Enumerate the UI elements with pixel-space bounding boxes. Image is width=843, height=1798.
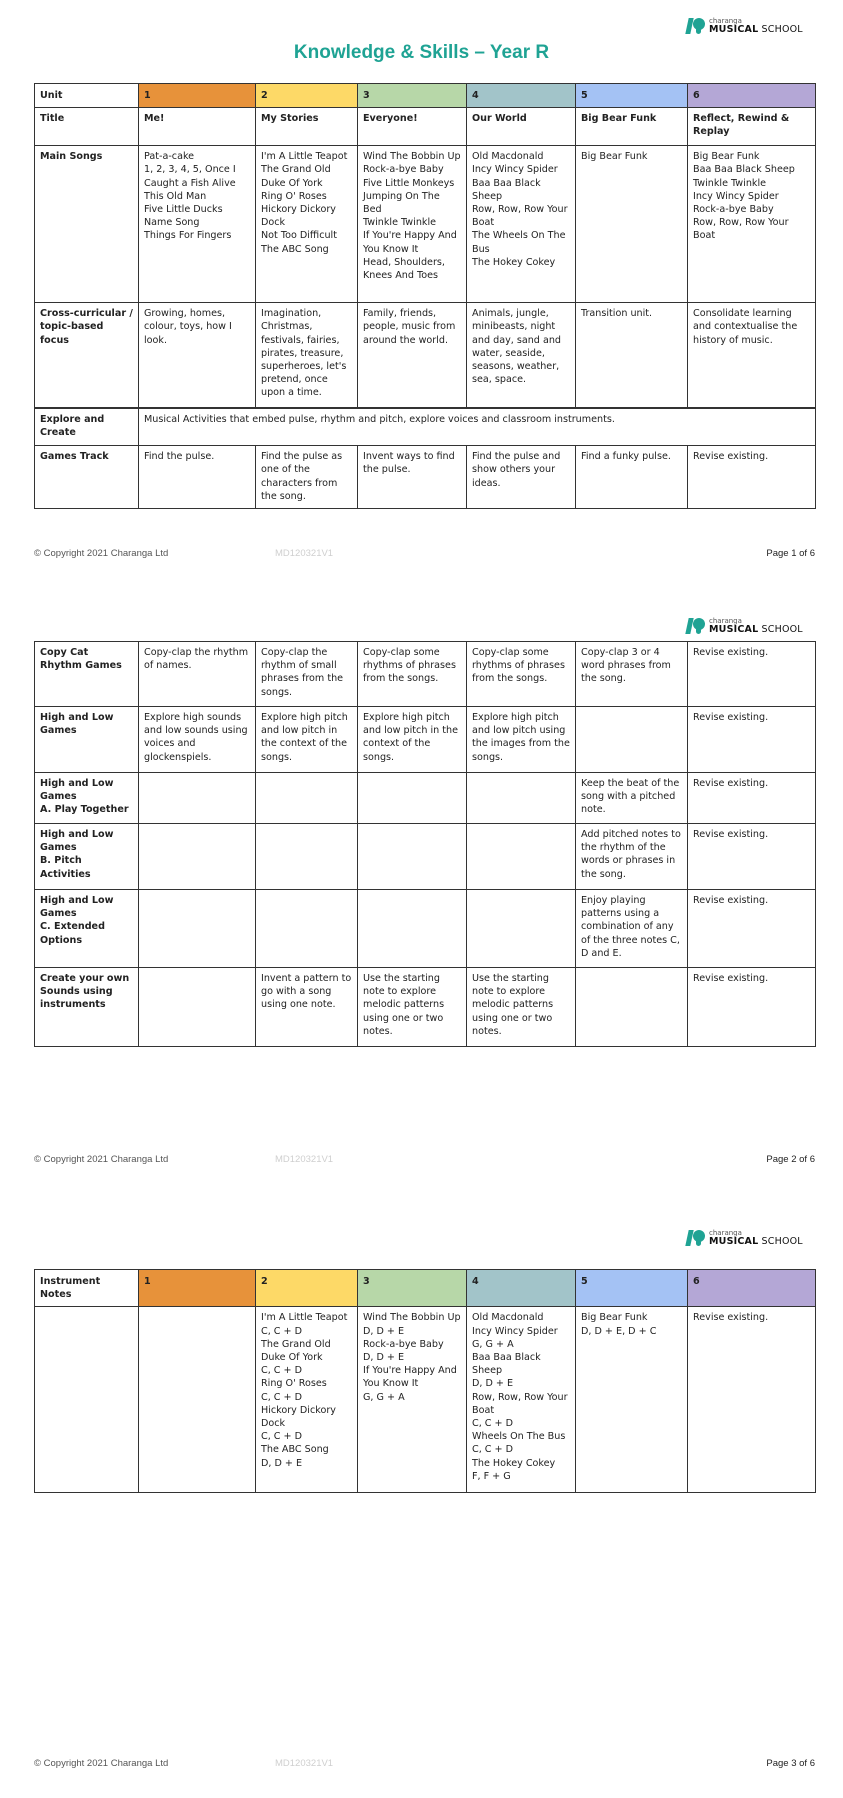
unit-header-row [35, 84, 816, 108]
cell-line: The ABC Song [261, 243, 329, 255]
cell [139, 146, 256, 303]
cell-line: Revise existing. [693, 973, 769, 984]
document-code: MD120321V1 [275, 1154, 334, 1165]
table-row-high-low [35, 707, 816, 773]
row-label [35, 773, 139, 824]
cell [576, 707, 688, 773]
cell [256, 824, 358, 890]
cell-line: High and Low Games [40, 895, 114, 920]
page-number: Page 3 of 6 [766, 1758, 815, 1769]
cell-line: Revise existing. [693, 829, 769, 840]
table-row-high-low-play-together [35, 773, 816, 824]
cell-line: Wind The Bobbin Up [363, 1312, 461, 1324]
table-row-copy-cat [35, 642, 816, 707]
charanga-logo [686, 1228, 803, 1248]
cell [467, 446, 576, 509]
instrument-notes-table [34, 1269, 816, 1493]
cell-line: Explore high pitch and low pitch using the images from the songs. [472, 712, 570, 763]
cell-line: The Grand Old Duke Of York [261, 164, 331, 189]
cell [139, 773, 256, 824]
cell [576, 146, 688, 303]
cell-line: The Hokey Cokey [472, 256, 556, 268]
cell-line: Hickory Dickory Dock [261, 1404, 336, 1430]
cell-line: Wind The Bobbin Up [363, 151, 461, 163]
cell [576, 303, 688, 408]
cell [467, 890, 576, 968]
cell [688, 968, 816, 1047]
logo-bold-text: MUSICAL [709, 1235, 759, 1247]
cell [576, 968, 688, 1047]
cell-line: Family, friends, people, music from around the world. [363, 308, 456, 346]
cell-line: Invent a pattern to go with a song using one note. [261, 973, 352, 1011]
cell-line: 1, 2, 3, 4, 5, Once I Caught a Fish Alive [144, 164, 236, 189]
cell [358, 773, 467, 824]
cell-line: C, C + D [472, 1444, 514, 1456]
cell-line: Consolidate learning and contextualise the history of music. [693, 308, 798, 346]
knowledge-skills-table-page-2 [34, 641, 816, 1047]
cell [688, 303, 816, 408]
cell [688, 707, 816, 773]
cell [256, 446, 358, 509]
cell-line: The ABC Song [261, 1444, 329, 1456]
cell-line: Invent ways to find the pulse. [363, 451, 455, 476]
cell-line: Explore high pitch and low pitch in the context of the songs. [363, 712, 458, 763]
cell [576, 824, 688, 890]
cell [688, 1307, 816, 1493]
cell-line: C. Extended Options [40, 921, 105, 946]
cell-line: Copy-clap 3 or 4 word phrases from the song. [581, 647, 671, 685]
cell: Me! [139, 108, 256, 146]
header-unit-2: 2 [256, 1270, 358, 1307]
row-label [35, 824, 139, 890]
cell-line: D, D + E, D + C [581, 1325, 657, 1337]
cell-line: Explore high pitch and low pitch in the context of the songs. [261, 712, 348, 763]
table-row-title [35, 108, 816, 146]
cell-line: Big Bear Funk [693, 151, 760, 163]
cell-line: If You're Happy And You Know It [363, 230, 457, 255]
table-row-instrument-notes [35, 1307, 816, 1493]
page-title: Knowledge & Skills – Year R [293, 42, 550, 63]
cell-line: Baa Baa Black Sheep [693, 164, 795, 176]
cell-line: Revise existing. [693, 895, 769, 906]
cell [576, 773, 688, 824]
cell-line: Copy-clap the rhythm of names. [144, 647, 249, 672]
logo-rest-text: SCHOOL [758, 623, 803, 635]
cell [358, 707, 467, 773]
cell-line: If You're Happy And You Know It [363, 1365, 457, 1390]
table-row-high-low-extended [35, 890, 816, 968]
cell [688, 824, 816, 890]
cell-line: A. Play Together [40, 804, 129, 816]
cell-line: F, F + G [472, 1470, 511, 1482]
header-unit-6: 6 [688, 1270, 816, 1307]
cell [139, 303, 256, 408]
cell-line: Head, Shoulders, Knees And Toes [363, 256, 445, 282]
logo-bold-text: MUSICAL [709, 623, 759, 635]
header-unit-1: 1 [139, 1270, 256, 1307]
charanga-logo [686, 16, 803, 36]
cell-line: Five Little Ducks [144, 204, 223, 216]
cell [576, 642, 688, 707]
logo-rest-text: SCHOOL [758, 23, 803, 35]
cell-line: Row, Row, Row Your Boat [472, 1391, 568, 1416]
cell [139, 707, 256, 773]
cell-line: High and Low Games [40, 829, 114, 854]
copyright-text: © Copyright 2021 Charanga Ltd [34, 548, 169, 559]
cell-line: The Grand Old Duke Of York [261, 1338, 331, 1364]
row-label [35, 1307, 139, 1493]
cell [467, 146, 576, 303]
instrument-notes-header-row [35, 1270, 816, 1307]
cell-line: Transition unit. [581, 308, 653, 320]
cell-line: Animals, jungle, minibeasts, night and day, sand and water, seaside, seasons, weather, sea, space. [472, 308, 561, 386]
cell [256, 642, 358, 707]
cell-line: Rock-a-bye Baby [363, 164, 444, 176]
cell [139, 446, 256, 509]
cell [576, 446, 688, 509]
cell [139, 968, 256, 1047]
charanga-logo-icon [686, 616, 706, 636]
explore-create-text: Musical Activities that embed pulse, rhythm and pitch, explore voices and classroom instruments. [139, 408, 816, 446]
header-unit-label: Unit [35, 84, 139, 108]
cell [576, 1307, 688, 1493]
cell-line: Explore high sounds and low sounds using voices and glockenspiels. [144, 712, 248, 763]
cell-line: Jumping On The Bed [363, 190, 440, 216]
cell [139, 824, 256, 890]
cell [358, 146, 467, 303]
logo-rest-text: SCHOOL [758, 1235, 803, 1247]
cell-line: C, C + D [472, 1418, 514, 1430]
cell-line: C, C + D [261, 1365, 303, 1377]
row-label: High and Low Games [35, 707, 139, 773]
row-label [35, 968, 139, 1047]
cell-line: Hickory Dickory Dock [261, 204, 336, 229]
logo-bold-text: MUSICAL [709, 23, 759, 35]
cell-line: Twinkle Twinkle [363, 217, 437, 229]
cell-line: Row, Row, Row Your Boat [472, 204, 568, 229]
table-row-games-track [35, 446, 816, 509]
cell-line: Revise existing. [693, 647, 769, 658]
cell-line: Imagination, Christmas, festivals, fairies, pirates, treasure, superheroes, let's pretend, once upon a time. [261, 308, 347, 399]
cell-line: Keep the beat of the song with a pitched note. [581, 778, 680, 816]
cell-line: Big Bear Funk [581, 1312, 648, 1324]
charanga-logo-icon [686, 16, 706, 36]
cell-line: B. Pitch Activities [40, 855, 91, 880]
charanga-logo-icon [686, 1228, 706, 1248]
knowledge-skills-table-page-1 [34, 83, 816, 509]
logo-small-text: charanga [709, 16, 742, 25]
cell-line: D, D + E [261, 1457, 303, 1469]
cell-line: D, D + E [363, 1352, 405, 1364]
cell-line: C, C + D [261, 1391, 303, 1403]
cell-line: D, D + E [472, 1378, 514, 1390]
copyright-text: © Copyright 2021 Charanga Ltd [34, 1154, 169, 1165]
cell-line: Add pitched notes to the rhythm of the words or phrases in the song. [581, 829, 681, 880]
cell: Our World [467, 108, 576, 146]
cell [256, 968, 358, 1047]
header-instrument-notes-label: Instrument Notes [35, 1270, 139, 1307]
cell [256, 146, 358, 303]
cell-line: G, G + A [363, 1391, 405, 1403]
cell [358, 642, 467, 707]
table-row-main-songs [35, 146, 816, 303]
cell-line: I'm A Little Teapot [261, 151, 348, 163]
cell-line: I'm A Little Teapot [261, 1312, 348, 1324]
cell-line: Revise existing. [693, 712, 769, 723]
cell-line: The Wheels On The Bus [472, 230, 566, 255]
cell-line: Copy-clap the rhythm of small phrases from the songs. [261, 647, 344, 698]
cell [139, 642, 256, 707]
cell-line: Ring O' Roses [261, 190, 327, 202]
cell [358, 890, 467, 968]
cell [467, 642, 576, 707]
cell-line: Row, Row, Row Your Boat [693, 217, 789, 242]
cell-line: Twinkle Twinkle [693, 177, 767, 189]
cell-line: Enjoy playing patterns using a combination of any of the three notes C, D and E. [581, 895, 680, 959]
cell-line: Incy Wincy Spider [693, 190, 779, 202]
table-row-high-low-pitch-activities [35, 824, 816, 890]
row-label [35, 890, 139, 968]
cell [467, 824, 576, 890]
cell-line: C, C + D [261, 1431, 303, 1443]
header-unit-3: 3 [358, 1270, 467, 1307]
row-label: Title [35, 108, 139, 146]
cell-line: Use the starting note to explore melodic patterns using one or two notes. [472, 973, 554, 1037]
cell-line: Copy-clap some rhythms of phrases from the songs. [363, 647, 456, 685]
cell [256, 303, 358, 408]
cell-line: Pat-a-cake [144, 151, 195, 163]
cell [256, 890, 358, 968]
cell-line: Baa Baa Black Sheep [472, 1352, 541, 1377]
page-number: Page 1 of 6 [766, 548, 815, 559]
cell [688, 446, 816, 509]
cell-line: Revise existing. [693, 1312, 769, 1324]
header-unit-5: 5 [576, 84, 688, 108]
cell-line: Old Macdonald [472, 151, 544, 163]
cell-line: Copy-clap some rhythms of phrases from the songs. [472, 647, 565, 685]
cell [139, 1307, 256, 1493]
cell-line: Incy Wincy Spider [472, 164, 558, 176]
cell [358, 446, 467, 509]
cell-line: G, G + A [472, 1338, 514, 1350]
cell-line: Growing, homes, colour, toys, how I look. [144, 308, 232, 346]
cell-line: Five Little Monkeys [363, 177, 455, 189]
cell [139, 890, 256, 968]
cell-line: Baa Baa Black Sheep [472, 177, 541, 202]
cell [256, 773, 358, 824]
page-number: Page 2 of 6 [766, 1154, 815, 1165]
cell [467, 773, 576, 824]
cell-line: Things For Fingers [144, 230, 232, 242]
header-unit-1: 1 [139, 84, 256, 108]
cell-line: Name Song [144, 217, 200, 229]
cell-line: Find a funky pulse. [581, 451, 671, 463]
cell-line: D, D + E [363, 1325, 405, 1337]
table-row-cross-curricular [35, 303, 816, 408]
cell [576, 890, 688, 968]
cell [688, 642, 816, 707]
cell-line: Incy Wincy Spider [472, 1325, 558, 1337]
row-label: Cross-curricular / topic-based focus [35, 303, 139, 408]
cell: Big Bear Funk [576, 108, 688, 146]
cell: Reflect, Rewind & Replay [688, 108, 816, 146]
cell-line: High and Low Games [40, 778, 114, 803]
cell-line: Not Too Difficult [261, 230, 337, 242]
cell-line: Ring O' Roses [261, 1378, 327, 1390]
cell [358, 968, 467, 1047]
cell [358, 824, 467, 890]
cell-line: Revise existing. [693, 451, 769, 463]
cell [358, 1307, 467, 1493]
header-unit-5: 5 [576, 1270, 688, 1307]
cell-line: Find the pulse and show others your ideas. [472, 451, 561, 489]
row-label: Copy Cat Rhythm Games [35, 642, 139, 707]
cell [256, 707, 358, 773]
cell-line: Use the starting note to explore melodic patterns using one or two notes. [363, 973, 445, 1037]
cell-line: Rock-a-bye Baby [693, 204, 774, 216]
cell-line: C, C + D [261, 1325, 303, 1337]
header-unit-4: 4 [467, 1270, 576, 1307]
header-unit-4: 4 [467, 84, 576, 108]
cell-line: The Hokey Cokey [472, 1457, 556, 1469]
document-code: MD120321V1 [275, 548, 334, 559]
cell [358, 303, 467, 408]
document-code: MD120321V1 [275, 1758, 334, 1769]
header-unit-2: 2 [256, 84, 358, 108]
header-unit-3: 3 [358, 84, 467, 108]
table-row-explore-create [35, 408, 816, 446]
row-label: Explore and Create [35, 408, 139, 446]
cell: My Stories [256, 108, 358, 146]
cell [256, 1307, 358, 1493]
cell-line: Create your own Sounds using instruments [40, 973, 130, 1011]
cell-line: Rock-a-bye Baby [363, 1338, 444, 1350]
table-row-create-sounds [35, 968, 816, 1047]
cell-line: This Old Man [144, 190, 207, 202]
copyright-text: © Copyright 2021 Charanga Ltd [34, 1758, 169, 1769]
cell [688, 773, 816, 824]
cell-line: Find the pulse as one of the characters from the song. [261, 451, 343, 502]
cell-line: Big Bear Funk [581, 151, 648, 163]
cell [467, 303, 576, 408]
logo-small-text: charanga [709, 616, 742, 625]
cell [467, 968, 576, 1047]
cell-line: Revise existing. [693, 778, 769, 789]
cell: Everyone! [358, 108, 467, 146]
charanga-logo [686, 616, 803, 636]
cell-line: Find the pulse. [144, 451, 215, 463]
header-unit-6: 6 [688, 84, 816, 108]
row-label: Games Track [35, 446, 139, 509]
row-label: Main Songs [35, 146, 139, 303]
cell [688, 146, 816, 303]
cell-line: Wheels On The Bus [472, 1431, 566, 1443]
cell-line: Old Macdonald [472, 1312, 544, 1324]
cell [688, 890, 816, 968]
logo-small-text: charanga [709, 1228, 742, 1237]
cell [467, 1307, 576, 1493]
cell [467, 707, 576, 773]
